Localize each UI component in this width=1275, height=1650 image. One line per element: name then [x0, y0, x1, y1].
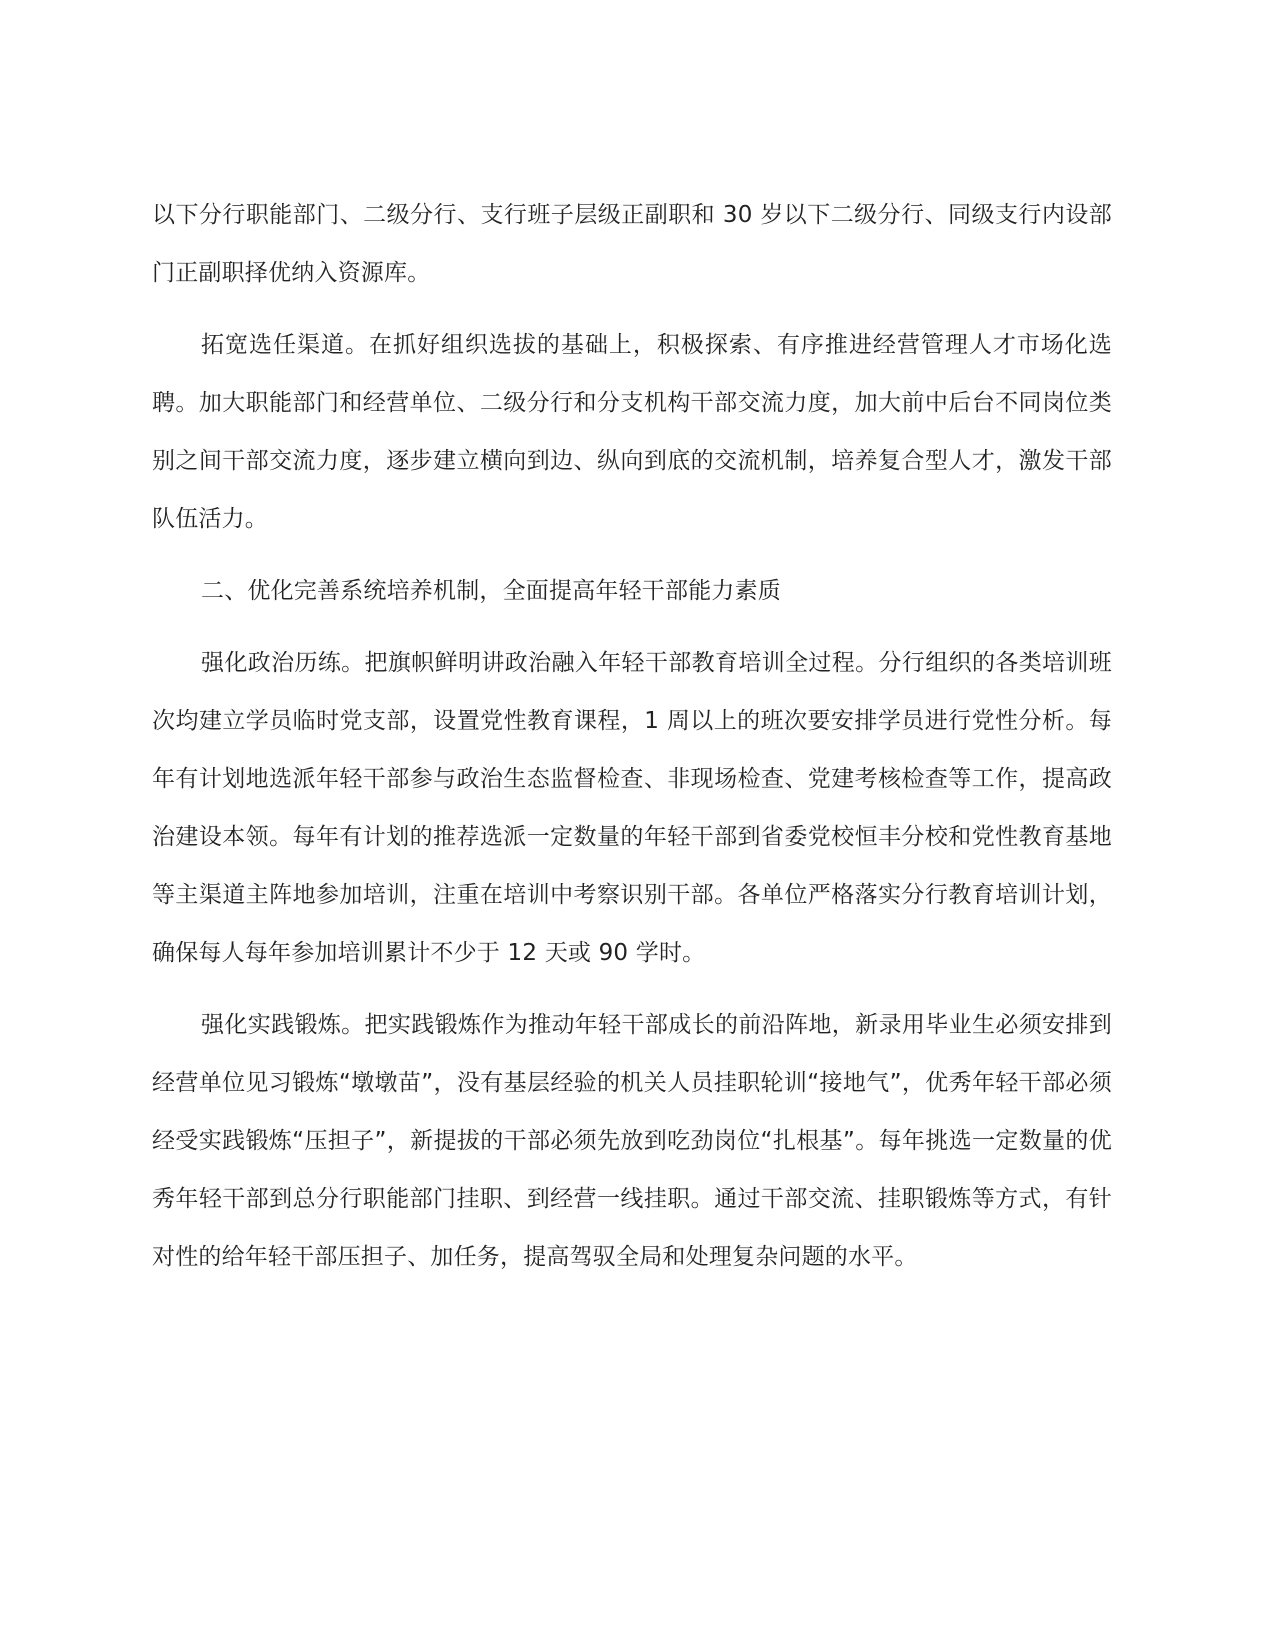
paragraph-practical-training: 强化实践锻炼。把实践锻炼作为推动年轻干部成长的前沿阵地，新录用毕业生必须安排到经营单位见习锻炼“墩墩苗”，没有基层经验的机关人员挂职轮训“接地气”，优秀年轻干部必须经受实践锻炼“压担子”，新提拔的干部必须先放到吃劲岗位“扎根基”。每年挑选一定数量的优秀年轻干部到总分行职能部门挂职、到经营一线挂职。通过干部交流、挂职锻炼等方式，有针对性的给年轻干部压担子、加任务，提高驾驭全局和处理复杂问题的水平。: [152, 1012, 1112, 1270]
paragraph-political-training: 强化政治历练。把旗帜鲜明讲政治融入年轻干部教育培训全过程。分行组织的各类培训班次均建立学员临时党支部，设置党性教育课程，1 周以上的班次要安排学员进行党性分析。每年有计划地选派年轻干部参与政治生态监督检查、非现场检查、党建考核检查等工作，提高政治建设本领。每年有计划的推荐选派一定数量的年轻干部到省委党校恒丰分校和党性教育基地等主渠道主阵地参加培训，注重在培训中考察识别干部。各单位严格落实分行教育培训计划，确保每人每年参加培训累计不少于 12 天或 90 学时。: [152, 650, 1112, 966]
document-body: [152, 186, 1112, 1300]
section-heading-training-mechanism: 二、优化完善系统培养机制，全面提高年轻干部能力素质: [201, 578, 781, 604]
paragraph-talent-pool: 以下分行职能部门、二级分行、支行班子层级正副职和 30 岁以下二级分行、同级支行内设部门正副职择优纳入资源库。: [152, 202, 1112, 286]
paragraph-selection-channels: 拓宽选任渠道。在抓好组织选拔的基础上，积极探索、有序推进经营管理人才市场化选聘。加大职能部门和经营单位、二级分行和分支机构干部交流力度，加大前中后台不同岗位类别之间干部交流力度，逐步建立横向到边、纵向到底的交流机制，培养复合型人才，激发干部队伍活力。: [152, 332, 1112, 532]
